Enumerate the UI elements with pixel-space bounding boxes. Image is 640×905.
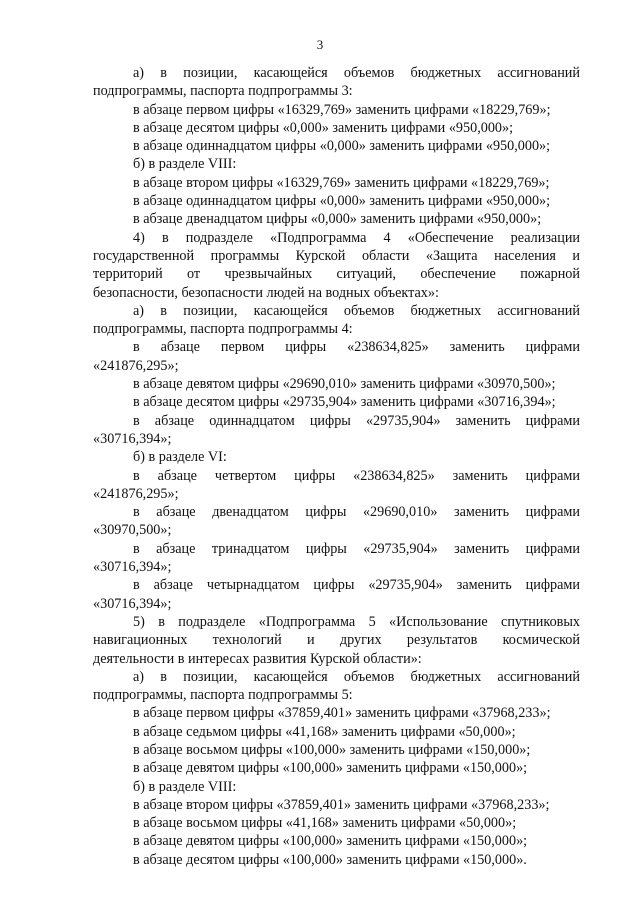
text-line: подпрограммы, паспорта подпрограммы 3: bbox=[93, 83, 353, 100]
text-line: навигационных технологий и других результатов космической bbox=[93, 632, 580, 649]
text-line: деятельности в интересах развития Курской области»: bbox=[93, 650, 422, 667]
text-line: территорий от чрезвычайных ситуаций, обеспечение пожарной bbox=[93, 266, 580, 283]
text-line: в абзаце двенадцатом цифры «0,000» заменить цифрами «950,000»; bbox=[133, 211, 542, 228]
text-line: в абзаце четвертом цифры «238634,825» заменить цифрами bbox=[133, 467, 580, 484]
text-line: в абзаце восьмом цифры «41,168» заменить цифрами «50,000»; bbox=[133, 815, 517, 832]
text-line: в абзаце двенадцатом цифры «29690,010» заменить цифрами bbox=[133, 504, 580, 521]
text-line: подпрограммы, паспорта подпрограммы 5: bbox=[93, 687, 353, 704]
text-line: в абзаце первом цифры «37859,401» заменить цифрами «37968,233»; bbox=[133, 705, 551, 722]
text-line: в абзаце девятом цифры «100,000» заменить цифрами «150,000»; bbox=[133, 760, 528, 777]
text-line: в абзаце одиннадцатом цифры «29735,904» заменить цифрами bbox=[133, 412, 580, 429]
text-line: в абзаце девятом цифры «29690,010» заменить цифрами «30970,500»; bbox=[133, 376, 556, 393]
text-line: в абзаце первом цифры «238634,825» заменить цифрами bbox=[133, 339, 580, 356]
text-line: а) в позиции, касающейся объемов бюджетных ассигнований bbox=[133, 302, 580, 319]
text-line: а) в позиции, касающейся объемов бюджетных ассигнований bbox=[133, 668, 580, 685]
text-line: в абзаце десятом цифры «100,000» заменить цифрами «150,000». bbox=[133, 851, 527, 868]
text-line: «241876,295»; bbox=[93, 485, 179, 502]
text-line: б) в разделе VIII: bbox=[133, 156, 237, 173]
text-line: «30970,500»; bbox=[93, 522, 172, 539]
text-line: в абзаце четырнадцатом цифры «29735,904» заменить цифрами bbox=[133, 577, 580, 594]
text-line: подпрограммы, паспорта подпрограммы 4: bbox=[93, 321, 353, 338]
text-line: в абзаце десятом цифры «29735,904» заменить цифрами «30716,394»; bbox=[133, 394, 556, 411]
text-line: «30716,394»; bbox=[93, 430, 172, 447]
text-line: в абзаце первом цифры «16329,769» заменить цифрами «18229,769»; bbox=[133, 101, 551, 118]
text-line: в абзаце втором цифры «16329,769» заменить цифрами «18229,769»; bbox=[133, 174, 550, 191]
text-line: в абзаце седьмом цифры «41,168» заменить цифрами «50,000»; bbox=[133, 723, 516, 740]
text-line: в абзаце одиннадцатом цифры «0,000» заменить цифрами «950,000»; bbox=[133, 193, 551, 210]
text-line: в абзаце одиннадцатом цифры «0,000» заменить цифрами «950,000»; bbox=[133, 138, 551, 155]
text-line: а) в позиции, касающейся объемов бюджетных ассигнований bbox=[133, 65, 580, 81]
text-line: безопасности, безопасности людей на водных объектах»: bbox=[93, 284, 439, 301]
text-line: в абзаце девятом цифры «100,000» заменить цифрами «150,000»; bbox=[133, 833, 528, 850]
text-line: в абзаце тринадцатом цифры «29735,904» заменить цифрами bbox=[133, 540, 580, 557]
page-number: 3 bbox=[316, 37, 324, 52]
text-line: «30716,394»; bbox=[93, 559, 172, 576]
text-line: б) в разделе VI: bbox=[133, 449, 227, 466]
text-line: в абзаце десятом цифры «0,000» заменить цифрами «950,000»; bbox=[133, 119, 514, 136]
text-line: 5) в подразделе «Подпрограмма 5 «Использование спутниковых bbox=[133, 613, 580, 630]
text-line: б) в разделе VIII: bbox=[133, 778, 237, 795]
text-line: в абзаце восьмом цифры «100,000» заменить цифрами «150,000»; bbox=[133, 741, 531, 758]
text-line: 4) в подразделе «Подпрограмма 4 «Обеспечение реализации bbox=[133, 229, 580, 246]
text-line: государственной программы Курской области «Защита населения и bbox=[93, 247, 580, 264]
text-line: «241876,295»; bbox=[93, 357, 179, 374]
text-line: в абзаце втором цифры «37859,401» заменить цифрами «37968,233»; bbox=[133, 796, 550, 813]
document-body bbox=[93, 64, 580, 869]
text-line: «30716,394»; bbox=[93, 595, 172, 612]
